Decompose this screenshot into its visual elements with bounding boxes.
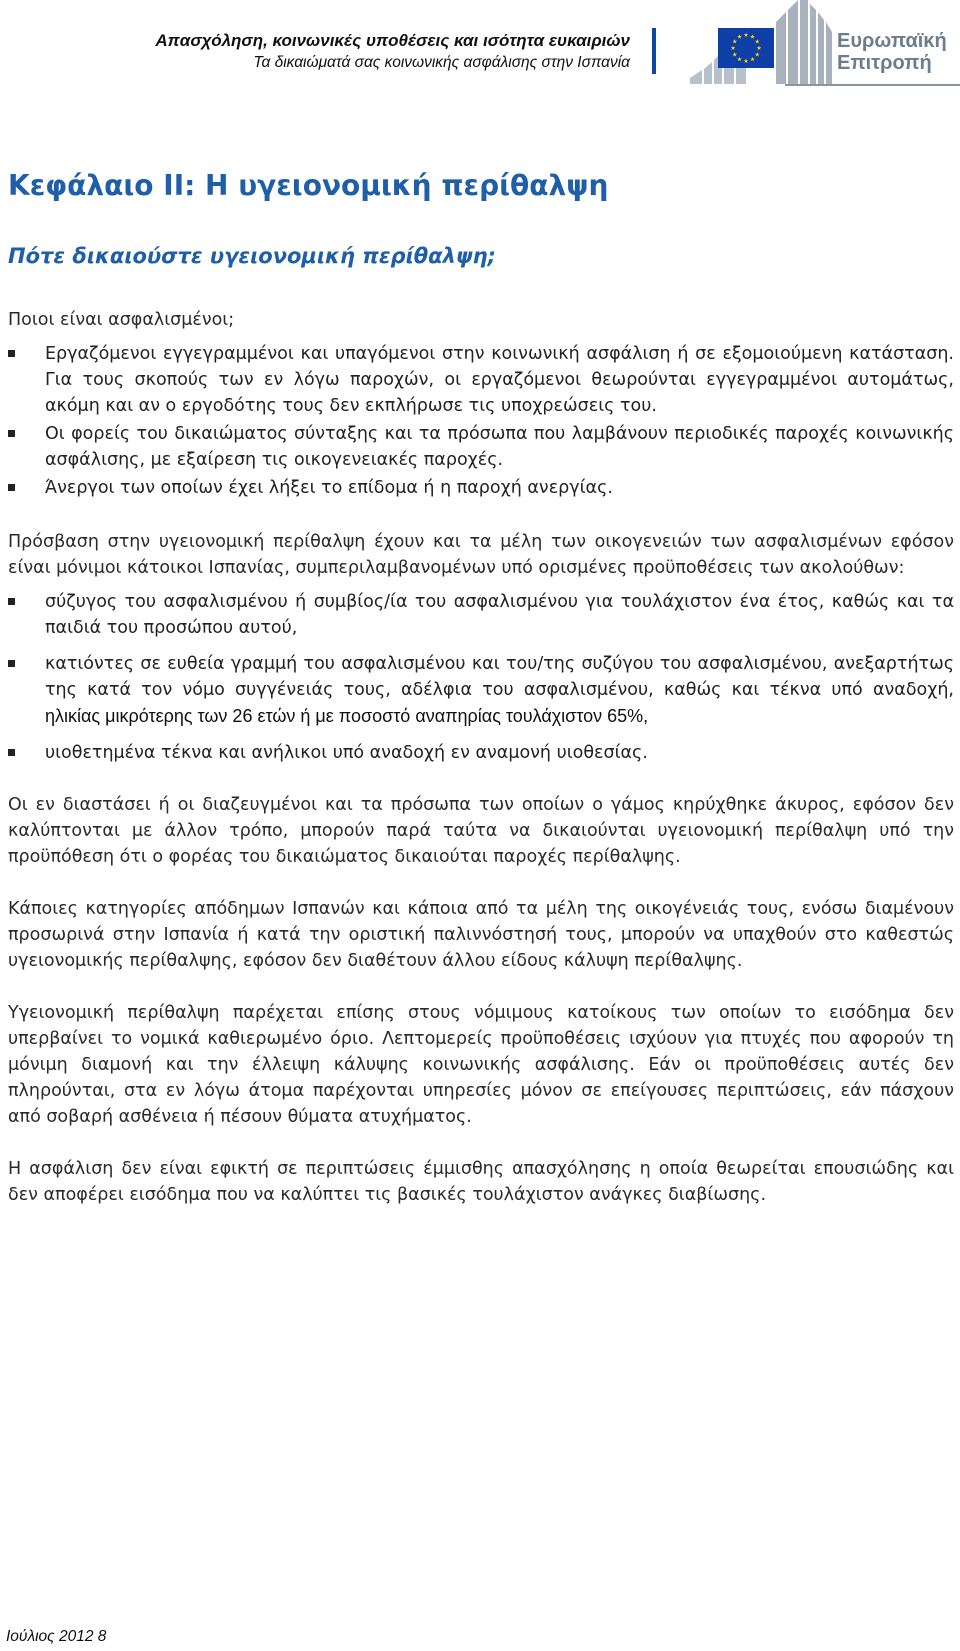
european-commission-logo	[690, 0, 960, 90]
family-list	[8, 589, 954, 766]
page-header	[0, 0, 960, 90]
list-item	[8, 589, 954, 641]
bullet-icon	[8, 598, 15, 605]
list-item	[8, 740, 954, 766]
list-item-text: Εργαζόμενοι εγγεγραμμένοι και υπαγόμενοι στην κοινωνική ασφάλιση ή σε εξομοιούμενη κατάσταση. Για τους σκοπούς των εν λόγω παροχών, οι εργαζόμενοι θεωρούνται εγγεγραμμένοι αυτομάτως, ακόμη και αν ο εργοδότης τους δεν εκπλήρωσε τις υποχρεώσεις του.	[45, 344, 954, 416]
logo-emblem	[690, 0, 840, 90]
list-item	[8, 651, 954, 730]
bullet-icon	[8, 484, 15, 491]
section-title: Πότε δικαιούστε υγειονομική περίθαλψη;	[8, 244, 496, 268]
paragraph-exclusion: Η ασφάλιση δεν είναι εφικτή σε περιπτώσεις έμμισθης απασχόλησης η οποία θεωρείται επουσιώδης και δεν αποφέρει εισόδημα που να καλύπτει τις βασικές τουλάχιστον ανάγκες διαβίωσης.	[8, 1159, 954, 1205]
chapter-title: Κεφάλαιο ΙΙ: Η υγειονομική περίθαλψη	[8, 169, 609, 202]
page-number: 8	[97, 1628, 107, 1645]
main-content	[8, 168, 954, 1208]
bullet-icon	[8, 749, 15, 756]
page-footer	[6, 1628, 106, 1646]
logo-text	[837, 30, 947, 74]
family-intro: Πρόσβαση στην υγειονομική περίθαλψη έχουν και τα μέλη των οικογενειών των ασφαλισμένων εφόσον είναι μόνιμοι κάτοικοι Ισπανίας, συμπεριλαμβανομένων υπό ορισμένες προϋποθέσεις των ακολούθων:	[8, 532, 954, 578]
header-subtitle: Τα δικαιώματά σας κοινωνικής ασφάλισης στην Ισπανία	[253, 54, 630, 71]
header-divider	[652, 28, 656, 74]
list-item-text: σύζυγος του ασφαλισμένου ή συμβίος/ία του ασφαλισμένου για τουλάχιστον ένα έτος, καθώς και τα παιδιά του προσώπου αυτού,	[45, 592, 954, 638]
paragraph-expatriates: Κάποιες κατηγορίες απόδημων Ισπανών και κάποια από τα μέλη της οικογένειάς τους, ενόσω διαμένουν προσωρινά στην Ισπανία ή κατά την οριστική παλιννόστησή τους, μπορούν να υπαχθούν στο καθεστώς υγειονομικής περίθαλψης, εφόσον δεν διαθέτουν άλλου είδους κάλυψη περίθαλψης.	[8, 899, 954, 971]
header-title: Απασχόληση, κοινωνικές υποθέσεις και ισότητα ευκαιριών	[155, 31, 630, 50]
logo-rule	[785, 84, 960, 86]
list-item-highlight: ηλικίας μικρότερης των 26 ετών ή με ποσοστό αναπηρίας τουλάχιστον 65%,	[45, 706, 649, 726]
bullet-icon	[8, 660, 15, 667]
list-item	[8, 421, 954, 473]
header-text	[155, 30, 630, 74]
insured-list	[8, 341, 954, 501]
logo-line2: Επιτροπή	[837, 52, 932, 74]
bullet-icon	[8, 430, 15, 437]
insured-label: Ποιοι είναι ασφαλισμένοι;	[8, 310, 235, 330]
paragraph-divorced: Οι εν διαστάσει ή οι διαζευγμένοι και τα πρόσωπα των οποίων ο γάμος κηρύχθηκε άκυρος, εφόσον δεν καλύπτονται με άλλον τρόπο, μπορούν παρά ταύτα να δικαιούνται υγειονομική περίθαλψη υπό την προϋπόθεση ότι ο φορέας του δικαιώματος δικαιούται παροχές περίθαλψης.	[8, 795, 954, 867]
list-item-text: Οι φορείς του δικαιώματος σύνταξης και τα πρόσωπα που λαμβάνουν περιοδικές παροχές κοινωνικής ασφάλισης, με εξαίρεση τις οικογενειακές παροχές.	[45, 424, 954, 470]
list-item	[8, 341, 954, 419]
logo-line1: Ευρωπαϊκή	[837, 30, 947, 52]
list-item-text: Άνεργοι των οποίων έχει λήξει το επίδομα ή η παροχή ανεργίας.	[45, 478, 613, 498]
list-item	[8, 475, 954, 501]
paragraph-residents: Υγειονομική περίθαλψη παρέχεται επίσης στους νόμιμους κατοίκους των οποίων το εισόδημα δεν υπερβαίνει το νομικά καθιερωμένο όριο. Λεπτομερείς προϋποθέσεις ισχύουν για πτυχές που αφορούν τη μόνιμη διαμονή και την έλλειψη κάλυψης κοινωνικής ασφάλισης. Εάν οι προϋποθέσεις αυτές δεν πληρούνται, στα εν λόγω άτομα παρέχονται υπηρεσίες μόνον σε επείγουσες περιπτώσεις, εάν πάσχουν από σοβαρή ασθένεια ή πέσουν θύματα ατυχήματος.	[8, 1003, 954, 1127]
bullet-icon	[8, 350, 15, 357]
footer-date: Ιούλιος 2012	[6, 1628, 94, 1645]
list-item-text: κατιόντες σε ευθεία γραμμή του ασφαλισμένου και του/της συζύγου του ασφαλισμένου, ανεξαρτήτως της κατά τον νόμο συγγένειάς τους, αδέλφια του ασφαλισμένου, καθώς και τέκνα υπό αναδοχή,	[45, 654, 954, 700]
list-item-text: υιοθετημένα τέκνα και ανήλικοι υπό αναδοχή εν αναμονή υιοθεσίας.	[45, 743, 648, 763]
